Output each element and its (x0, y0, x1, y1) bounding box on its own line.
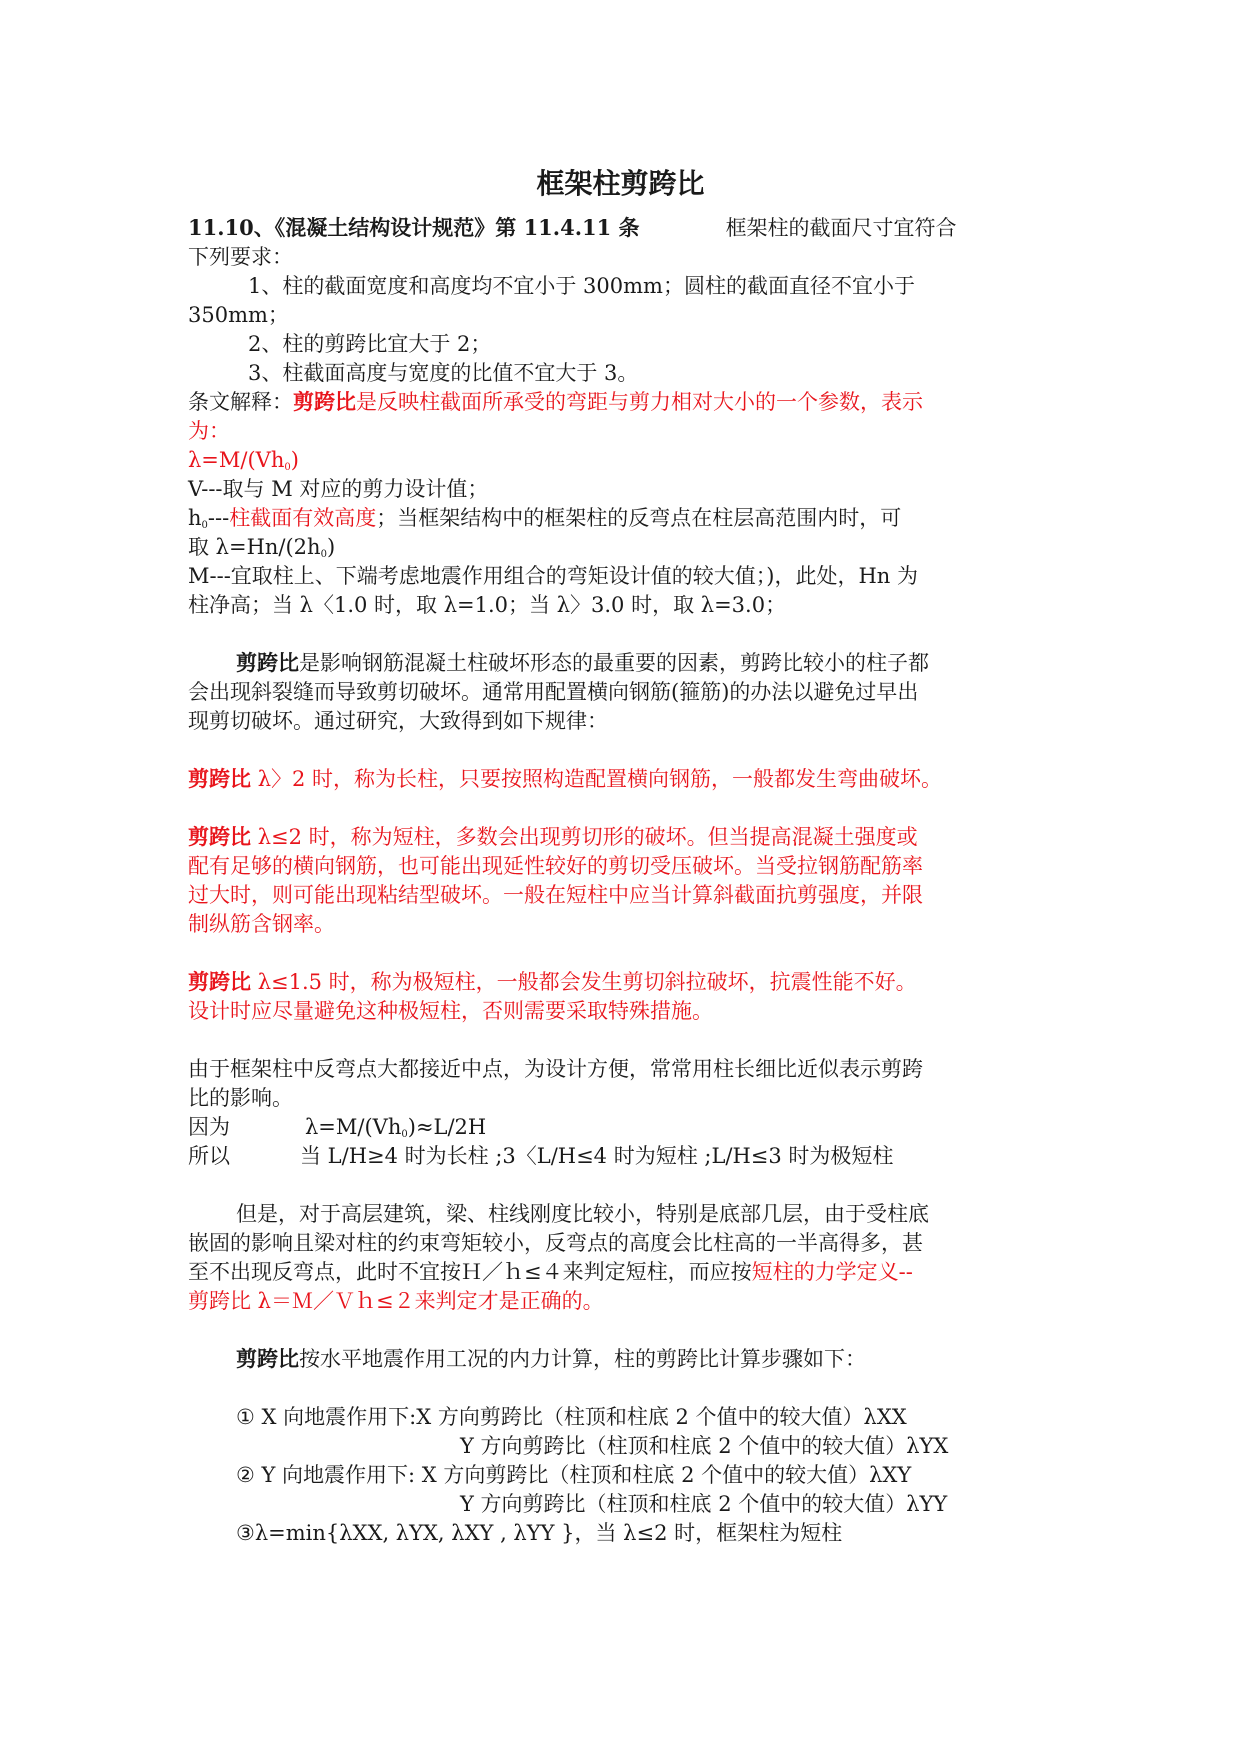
explanation-label: 条文解释： (188, 390, 293, 414)
rule-short-column: 剪跨比 λ≤2 时，称为短柱，多数会出现剪切形的破坏。但当提高混凝土强度或 (188, 824, 918, 849)
step-1-line2: Y 方向剪跨比（柱顶和柱底 2 个值中的较大值）λYX (460, 1434, 949, 1458)
requirement-3: 3、柱截面高度与宽度的比值不宜大于 3。 (248, 361, 639, 385)
term-shear-span-ratio: 剪跨比 (293, 389, 356, 414)
paragraph-1: 剪跨比是影响钢筋混凝土柱破坏形态的最重要的因素，剪跨比较小的柱子都 (236, 650, 929, 675)
step-1: ① X 向地震作用下:X 方向剪跨比（柱顶和柱底 2 个值中的较大值）λXX (236, 1405, 907, 1429)
m-definition-cont: 柱净高；当 λ〈1.0 时，取 λ=1.0；当 λ〉3.0 时，取 λ=3.0； (188, 593, 787, 617)
step-3: ③λ=min{λXX, λYX, λXY , λYY }，当 λ≤2 时，框架柱为短柱 (236, 1521, 843, 1545)
clause-intro-cont: 下列要求： (188, 245, 293, 269)
paragraph-1-line3: 现剪切破坏。通过研究，大致得到如下规律： (188, 709, 608, 733)
rule-short-column-line3: 过大时，则可能出现粘结型破坏。一般在短柱中应当计算斜截面抗剪强度，并限 (188, 883, 923, 907)
step-2-line2: Y 方向剪跨比（柱顶和柱底 2 个值中的较大值）λYY (460, 1492, 948, 1516)
rule-long-column: 剪跨比 λ〉2 时，称为长柱，只要按照构造配置横向钢筋，一般都发生弯曲破坏。 (188, 766, 943, 791)
rule-very-short-column-line2: 设计时应尽量避免这种极短柱，否则需要采取特殊措施。 (188, 999, 713, 1023)
because-formula: $\lambda=M/(Vh_0)\approx L/2H$ (305, 1115, 487, 1140)
step-2: ② Y 向地震作用下: X 方向剪跨比（柱顶和柱底 2 个值中的较大值）λXY (236, 1463, 912, 1487)
paragraph-2: 但是，对于高层建筑，梁、柱线刚度比较小，特别是底部几层，由于受柱底 (236, 1202, 929, 1226)
v-definition: V---取与 M 对应的剪力设计值； (188, 477, 489, 501)
because-label: 因为 (188, 1115, 230, 1139)
definition-text: 是反映柱截面所承受的弯距与剪力相对大小的一个参数，表示 (356, 390, 923, 414)
rule-short-column-line2: 配有足够的横向钢筋，也可能出现延性较好的剪切受压破坏。当受拉钢筋配筋率 (188, 854, 923, 878)
requirement-2: 2、柱的剪跨比宜大于 2； (248, 332, 492, 356)
paragraph-2-line4: 剪跨比 λ＝Ｍ／Ｖｈ≤２来判定才是正确的。 (188, 1289, 604, 1313)
m-definition: M---宜取柱上、下端考虑地震作用组合的弯矩设计值的较大值；)，此处，Hn 为 (188, 564, 918, 588)
rule-very-short-column: 剪跨比 λ≤1.5 时，称为极短柱，一般都会发生剪切斜拉破坏，抗震性能不好。 (188, 969, 917, 994)
steps-intro: 剪跨比按水平地震作用工况的内力计算，柱的剪跨比计算步骤如下： (236, 1346, 866, 1371)
approx-paragraph-line2: 比的影响。 (188, 1086, 293, 1110)
h0-definition: $h_0---$柱截面有效高度；当框架结构中的框架柱的反弯点在柱层高范围内时，可 (188, 506, 902, 531)
page-title: 框架柱剪跨比 (536, 167, 705, 200)
formula-lambda: $\lambda=M/(Vh_0)$ (188, 448, 299, 473)
clause-line (188, 214, 957, 242)
requirement-1: 1、柱的截面宽度和高度均不宜小于 300mm；圆柱的截面直径不宜小于 (248, 274, 915, 298)
clause-intro: 框架柱的截面尺寸宜符合 (725, 216, 957, 240)
explanation-line (188, 388, 923, 416)
clause-heading: 11.10、《混凝土结构设计规范》第 11.4.11 条 (188, 215, 640, 240)
paragraph-2-line3: 至不出现反弯点，此时不宜按Ｈ／ｈ≤４来判定短柱，而应按短柱的力学定义-- (188, 1260, 913, 1284)
so-label: 所以 (188, 1144, 230, 1168)
requirement-1-cont: 350mm； (188, 303, 289, 327)
h0-formula: 取 $\lambda=Hn/(2h_0)$ (188, 535, 336, 560)
so-text: 当 L/H≥4 时为长柱 ;3〈L/H≤4 时为短柱 ;L/H≤3 时为极短柱 (300, 1144, 894, 1168)
definition-cont: 为： (188, 419, 230, 443)
paragraph-2-line2: 嵌固的影响且梁对柱的约束弯矩较小，反弯点的高度会比柱高的一半高得多，甚 (188, 1231, 923, 1255)
rule-short-column-line4: 制纵筋含钢率。 (188, 912, 335, 936)
approx-paragraph: 由于框架柱中反弯点大都接近中点，为设计方便，常常用柱长细比近似表示剪跨 (188, 1057, 923, 1081)
paragraph-1-line2: 会出现斜裂缝而导致剪切破坏。通常用配置横向钢筋(箍筋)的办法以避免过早出 (188, 680, 919, 704)
